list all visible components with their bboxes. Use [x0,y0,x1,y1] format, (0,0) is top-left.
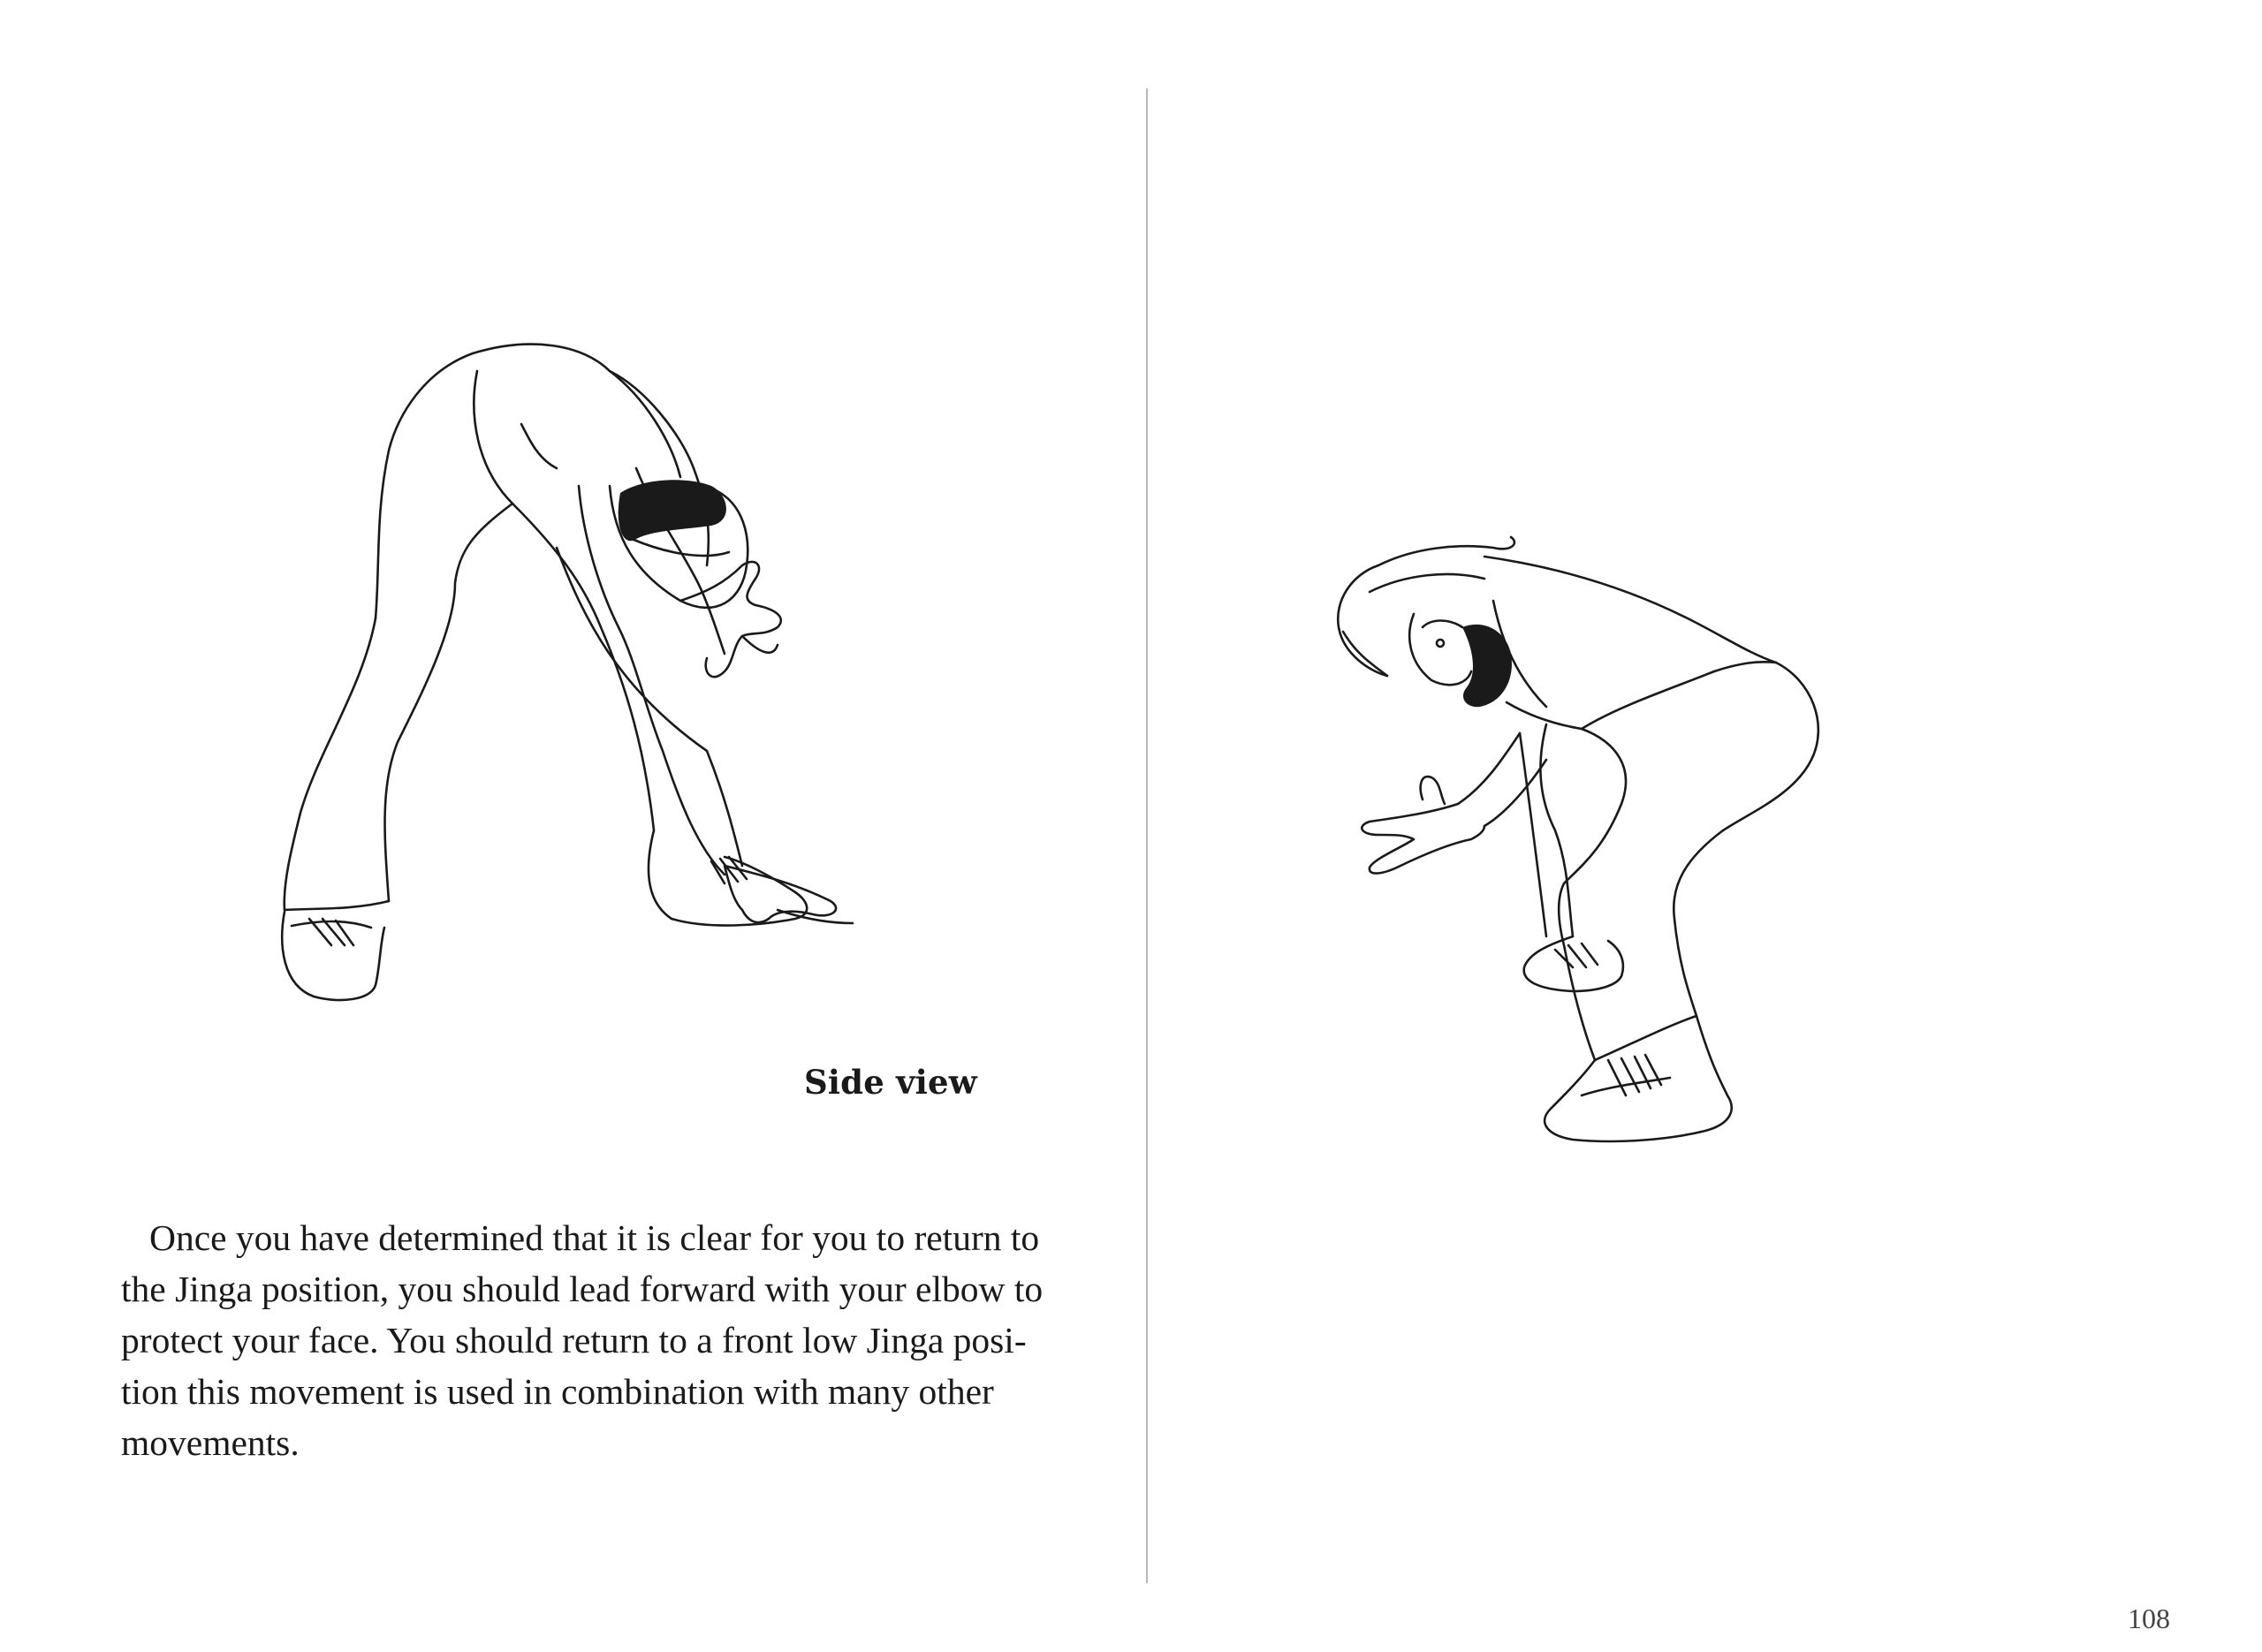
low-jinga-illustration [1317,530,1935,1219]
paragraph-line: protect your face. You should return to a front low Jinga posi- [121,1320,1027,1360]
page-number: 108 [2128,1603,2170,1634]
paragraph-line: the Jinga position, you should lead forward with your elbow to [121,1269,1044,1309]
figure-caption: Side view [804,1063,977,1102]
paragraph-line: Once you have determined that it is clear for you to return to [149,1217,1040,1258]
paragraph-line: tion this movement is used in combination with many other [121,1371,994,1412]
body-paragraph [121,1212,1120,1468]
paragraph-line: movements. [121,1422,300,1463]
side-view-illustration [265,336,990,1007]
